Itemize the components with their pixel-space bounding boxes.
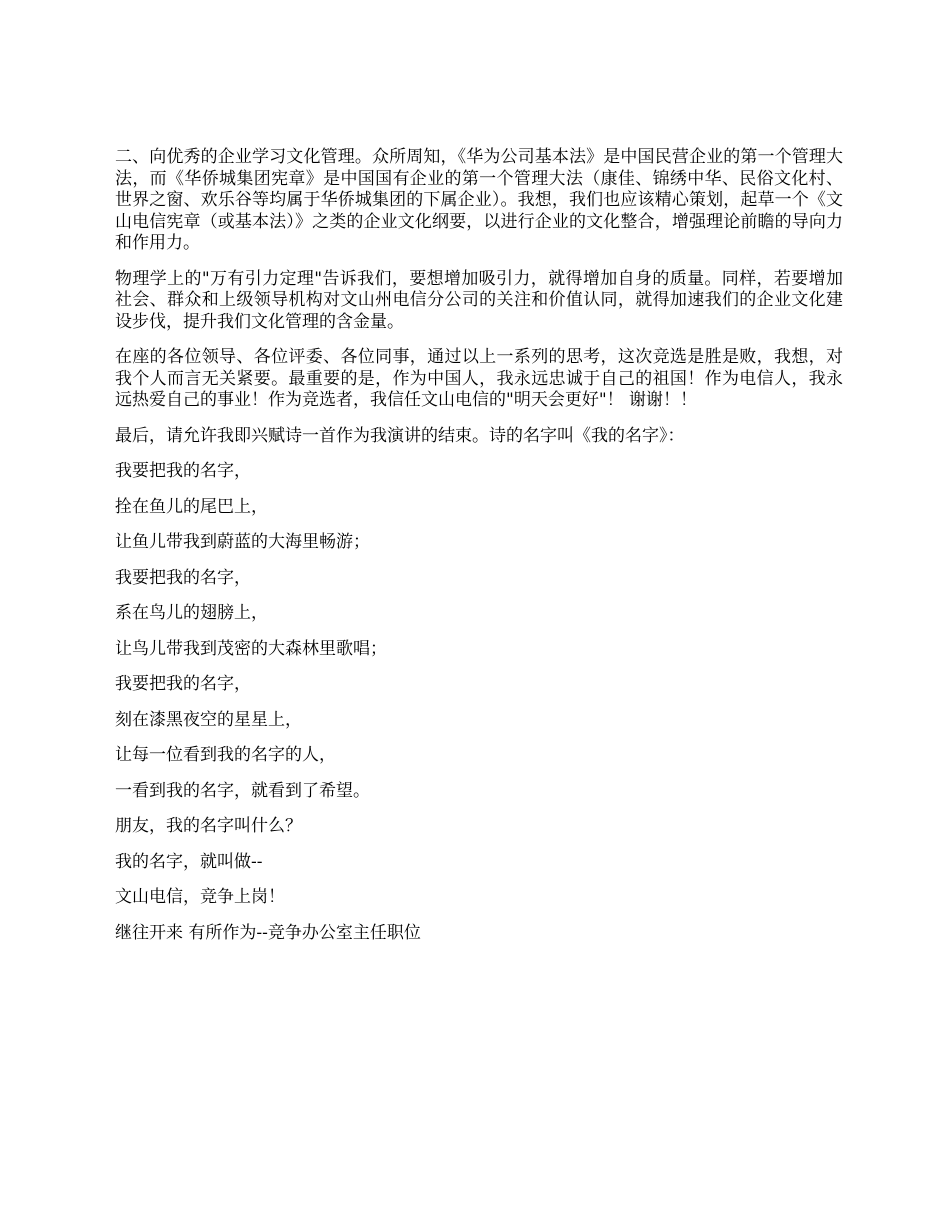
document-body [115,147,843,958]
poem-line: 让鱼儿带我到蔚蓝的大海里畅游； [115,532,370,552]
paragraph-culture-management: 二、向优秀的企业学习文化管理。众所周知，《华为公司基本法》是中国民营企业的第一个管理大法，而《华侨城集团宪章》是中国国有企业的第一个管理大法（康佳、锦绣中华、民俗文化村、世界之窗、欢乐谷等均属于华侨城集团的下属企业）。我想，我们也应该精心策划，起草一个《文山电信宪章（或基本法）》之类的企业文化纲要，以进行企业的文化整合，增强理论前瞻的导向力和作用力。 [115,147,843,253]
poem-line: 让鸟儿带我到茂密的大森林里歌唱； [115,638,387,659]
paragraph-gravitation: 物理学上的"万有引力定理"告诉我们，要想增加吸引力，就得增加自身的质量。同样，若要增加社会、群众和上级领导机构对文山州电信分公司的关注和价值认同，就得加速我们的企业文化建设步伐，提升我们文化管理的含金量。 [115,268,843,332]
poem-line: 朋友，我的名字叫什么？ [115,816,302,836]
poem-line: 刻在漆黑夜空的星星上， [115,709,302,730]
poem-line: 我要把我的名字， [115,461,251,481]
poem-line: 我要把我的名字， [115,567,251,588]
poem-line: 一看到我的名字，就看到了希望。 [115,780,370,801]
poem-line: 文山电信，竞争上岗！ [115,887,285,907]
poem-line: 我要把我的名字， [115,674,251,694]
poem-line: 拴在鱼儿的尾巴上， [115,496,268,517]
paragraph-thanks: 在座的各位领导、各位评委、各位同事，通过以上一系列的思考，这次竞选是胜是败，我想，对我个人而言无关紧要。最重要的是，作为中国人，我永远忠诚于自己的祖国！作为电信人，我永远热爱自己的事业！作为竞选者，我信任文山电信的"明天会更好"！ 谢谢！！ [115,347,843,410]
paragraph-poem-intro: 最后，请允许我即兴赋诗一首作为我演讲的结束。诗的名字叫《我的名字》： [115,425,685,446]
poem-line: 我的名字，就叫做-- [115,851,263,872]
document-title-line: 继往开来 有所作为--竞争办公室主任职位 [115,922,421,943]
poem-line: 让每一位看到我的名字的人， [115,745,336,765]
poem-line: 系在鸟儿的翅膀上， [115,603,268,623]
